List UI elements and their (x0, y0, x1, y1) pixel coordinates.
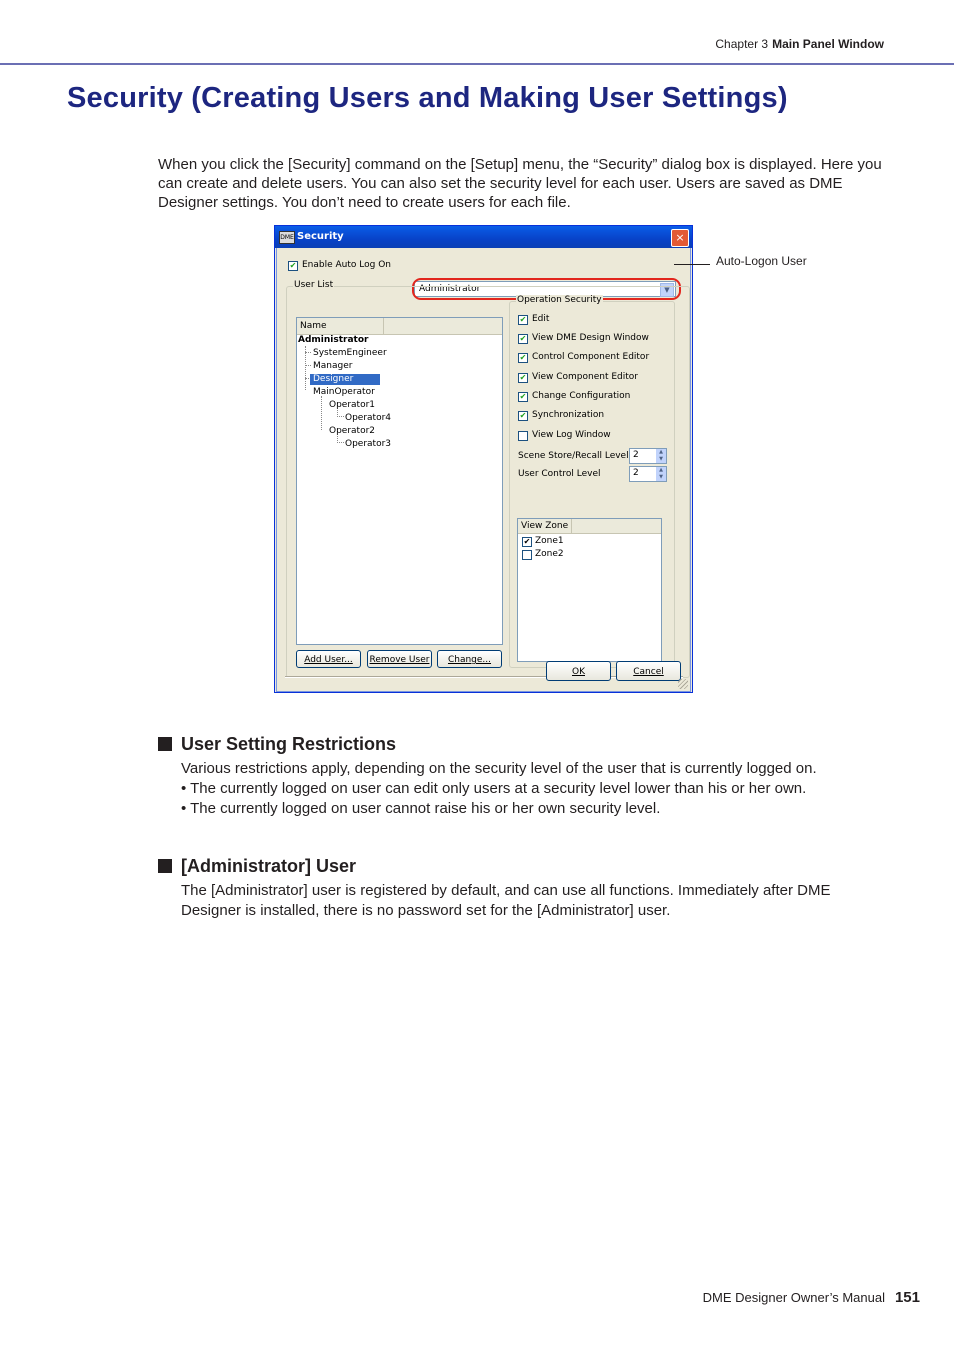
tree-node-mainoperator[interactable]: MainOperator (313, 387, 375, 397)
zone2-label: Zone2 (535, 549, 564, 559)
tree-node-designer[interactable]: Designer (310, 374, 380, 385)
dialog-body (276, 248, 691, 692)
zone2-checkbox[interactable] (522, 550, 532, 560)
change-configuration-checkbox[interactable]: ✔ (519, 392, 527, 401)
view-component-editor-checkbox[interactable]: ✔ (519, 373, 527, 382)
bullet-item: • The currently logged on user cannot raise his or her own security level. (181, 800, 661, 817)
synchronization-checkbox[interactable]: ✔ (519, 411, 527, 420)
user-tree[interactable] (296, 317, 503, 645)
tree-node-manager[interactable]: Manager (313, 361, 353, 371)
chapter-section: Main Panel Window (772, 37, 884, 51)
dialog-titlebar[interactable] (275, 226, 692, 248)
dialog-title: Security (297, 231, 344, 242)
view-zone-list[interactable] (517, 518, 662, 662)
scene-store-recall-level-label: Scene Store/Recall Level (518, 451, 629, 461)
scene-store-recall-level-stepper[interactable]: 2 ▲ ▼ (629, 448, 667, 464)
page-footer (703, 1289, 920, 1307)
user-control-level-label: User Control Level (518, 469, 601, 479)
section-heading-user-setting-restrictions: User Setting Restrictions (158, 734, 396, 755)
page-header (0, 0, 954, 64)
tree-node-systemengineer[interactable]: SystemEngineer (313, 348, 387, 358)
header-rule (0, 63, 954, 65)
user-list-legend: User List (294, 280, 334, 290)
tree-node-administrator[interactable]: Administrator (298, 335, 369, 345)
stepper-down-icon[interactable]: ▼ (656, 474, 666, 481)
bullet-item: • The currently logged on user can edit only users at a security level lower than his or her own. (181, 780, 807, 797)
view-log-window-label: View Log Window (532, 430, 611, 440)
view-dme-design-window-label: View DME Design Window (532, 333, 649, 343)
auto-logon-user-value: Administrator (419, 284, 481, 294)
section-paragraph: Various restrictions apply, depending on the security level of the user that is currently logged on. (181, 760, 817, 777)
ok-button[interactable]: OK (546, 661, 611, 681)
change-configuration-label: Change Configuration (532, 391, 631, 401)
control-component-editor-label: Control Component Editor (532, 352, 650, 362)
stepper-up-icon[interactable]: ▲ (656, 467, 666, 474)
section-paragraph: The [Administrator] user is registered by default, and can use all functions. Immediately after DME Designer is installed, there is no password set for the [Administrator] user. (181, 882, 831, 919)
synchronization-label: Synchronization (532, 410, 605, 420)
edit-label: Edit (532, 314, 550, 324)
square-bullet-icon (158, 737, 172, 751)
user-control-level-stepper[interactable]: 2 ▲ ▼ (629, 466, 667, 482)
view-dme-design-window-checkbox[interactable]: ✔ (519, 334, 527, 343)
user-tree-header (297, 318, 502, 335)
intro-paragraph: When you click the [Security] command on the [Setup] menu, the “Security” dialog box is displayed. Here you can create and delete users. You can also set the security level for each user. Users are saved as DME Designer settings. You don’t need to create users for each file. (158, 156, 882, 211)
manual-title: DME Designer Owner’s Manual (702, 1290, 885, 1305)
control-component-editor-checkbox[interactable]: ✔ (519, 353, 527, 362)
change-button[interactable]: Change... (437, 650, 502, 668)
view-component-editor-label: View Component Editor (532, 372, 638, 382)
remove-user-button[interactable]: Remove User (367, 650, 432, 668)
section-heading-administrator-user: [Administrator] User (158, 856, 356, 877)
view-log-window-checkbox[interactable] (518, 431, 528, 441)
stepper-down-icon[interactable]: ▼ (656, 456, 666, 463)
section-body-administrator-user (181, 881, 891, 921)
tree-node-operator4[interactable]: Operator4 (345, 413, 392, 423)
callout-label: Auto-Logon User (716, 254, 807, 268)
page-title: Security (Creating Users and Making User Settings) (67, 82, 788, 114)
resize-grip-icon[interactable] (678, 679, 688, 689)
view-zone-header (518, 519, 661, 534)
cancel-button[interactable]: Cancel (616, 661, 681, 681)
app-icon: DME (279, 231, 295, 244)
callout-line (674, 264, 710, 265)
operation-security-legend: Operation Security (517, 295, 602, 305)
chapter-number: Chapter 3 (715, 37, 769, 51)
close-icon[interactable]: × (671, 229, 689, 247)
zone1-label: Zone1 (535, 536, 564, 546)
tree-node-operator2[interactable]: Operator2 (329, 426, 376, 436)
security-dialog (274, 225, 693, 693)
chevron-down-icon[interactable]: ▼ (660, 283, 674, 297)
tree-node-operator1[interactable]: Operator1 (329, 400, 376, 410)
add-user-button[interactable]: Add User... (296, 650, 361, 668)
name-column-header[interactable]: Name (297, 318, 384, 334)
page-number: 151 (894, 1289, 920, 1306)
enable-auto-logon-label: Enable Auto Log On (302, 260, 391, 270)
tree-node-operator3[interactable]: Operator3 (345, 439, 392, 449)
enable-auto-logon-checkbox[interactable]: ✔ (289, 261, 297, 270)
stepper-up-icon[interactable]: ▲ (656, 449, 666, 456)
zone1-checkbox[interactable]: ✔ (523, 537, 531, 546)
square-bullet-icon (158, 859, 172, 873)
section-body-user-setting-restrictions (181, 759, 891, 819)
view-zone-column-header[interactable]: View Zone (518, 519, 572, 533)
chapter-label (715, 37, 884, 51)
edit-checkbox[interactable]: ✔ (519, 315, 527, 324)
